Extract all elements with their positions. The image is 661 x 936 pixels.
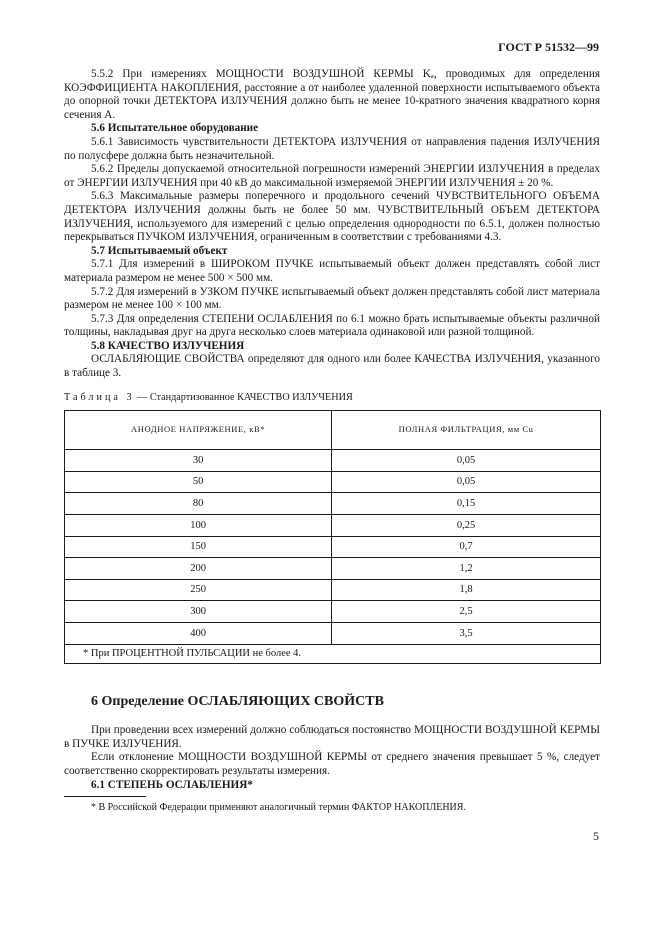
cell-total-filtration: 0,05 (332, 450, 601, 472)
cell-anode-voltage: 80 (65, 493, 332, 515)
footnote-divider (64, 796, 146, 797)
cell-anode-voltage: 100 (65, 515, 332, 537)
table-row (65, 471, 601, 493)
cell-total-filtration: 0,25 (332, 515, 601, 537)
cell-total-filtration: 0,7 (332, 536, 601, 558)
cell-anode-voltage: 150 (65, 536, 332, 558)
cell-total-filtration: 2,5 (332, 601, 601, 623)
footnote: * В Российской Федерации применяют аналогичный термин ФАКТОР НАКОПЛЕНИЯ. (91, 802, 466, 814)
cell-total-filtration: 1,8 (332, 579, 601, 601)
table-caption-prefix: Таблица 3 (64, 391, 135, 403)
page-content (64, 68, 600, 815)
section-heading-5-7: 5.7 Испытываемый объект (91, 244, 228, 257)
paragraph-5-5-2: 5.5.2 При измерениях МОЩНОСТИ ВОЗДУШНОЙ КЕРМЫ Kₐ, проводимых для определения КОЭФФИЦИЕНТА НАКОПЛЕНИЯ, расстояние a от наиболее удаленной поверхности испытываемого объекта до опорной точки ДЕТЕКТОРА ИЗЛУЧЕНИЯ должно быть не менее 10-кратного значения квадратного корня сечения A. (64, 68, 600, 121)
chapter-heading-6: 6 Определение ОСЛАБЛЯЮЩИХ СВОЙСТВ (91, 693, 384, 709)
paragraph-5-7-2: 5.7.2 Для измерений в УЗКОМ ПУЧКЕ испытываемый объект должен представлять собой лист материала размером не менее 100 × 100 мм. (64, 285, 600, 312)
table-row (65, 601, 601, 623)
section-heading-5-8: 5.8 КАЧЕСТВО ИЗЛУЧЕНИЯ (91, 339, 245, 352)
cell-total-filtration: 3,5 (332, 623, 601, 645)
cell-anode-voltage: 50 (65, 471, 332, 493)
page-number: 5 (593, 829, 599, 843)
table-header-row (65, 411, 601, 450)
table-body (65, 450, 601, 644)
cell-anode-voltage: 200 (65, 558, 332, 580)
cell-anode-voltage: 250 (65, 579, 332, 601)
cell-total-filtration: 0,05 (332, 471, 601, 493)
table-caption-text: — Стандартизованное КАЧЕСТВО ИЗЛУЧЕНИЯ (134, 391, 353, 403)
section-heading-6-1: 6.1 СТЕПЕНЬ ОСЛАБЛЕНИЯ* (91, 778, 253, 791)
table-row (65, 536, 601, 558)
paragraph-5-7-3: 5.7.3 Для определения СТЕПЕНИ ОСЛАБЛЕНИЯ по 6.1 можно брать испытываемые объекты различной толщины, накладывая друг на друга несколько слоев материала одинаковой или разной толщиной. (64, 312, 600, 339)
column-header-total-filtration: ПОЛНАЯ ФИЛЬТРАЦИЯ, мм Cu (332, 411, 601, 450)
paragraph-6-intro-2: Если отклонение МОЩНОСТИ ВОЗДУШНОЙ КЕРМЫ от среднего значения превышает 5 %, следует соответственно скорректировать результаты измерения. (64, 751, 600, 777)
column-header-anode-voltage: АНОДНОЕ НАПРЯЖЕНИЕ, кВ* (65, 411, 332, 450)
table-row (65, 623, 601, 645)
cell-anode-voltage: 30 (65, 450, 332, 472)
cell-anode-voltage: 400 (65, 623, 332, 645)
table-note-row (65, 644, 601, 663)
table-caption (64, 391, 600, 405)
table-row (65, 493, 601, 515)
cell-total-filtration: 0,15 (332, 493, 601, 515)
document-header: ГОСТ Р 51532—99 (498, 40, 599, 54)
cell-anode-voltage: 300 (65, 601, 332, 623)
paragraph-5-6-3: 5.6.3 Максимальные размеры поперечного и продольного сечений ЧУВСТВИТЕЛЬНОГО ОБЪЕМА ДЕТЕКТОРА ИЗЛУЧЕНИЯ должны быть не более 50 мм. ЧУВСТВИТЕЛЬНЫЙ ОБЪЕМ ДЕТЕКТОРА ИЗЛУЧЕНИЯ, используемого для измерений с целью определения однородности по 6.5.1, должен полностью перекрываться ПУЧКОМ ИЗЛУЧЕНИЯ, ограниченным в соответствии с требованиями 4.3. (64, 190, 600, 244)
table-row (65, 515, 601, 537)
paragraph-6-intro-1: При проведении всех измерений должно соблюдаться постоянство МОЩНОСТИ ВОЗДУШНОЙ КЕРМЫ в ПУЧКЕ ИЗЛУЧЕНИЯ. (64, 724, 600, 750)
table-note: * При ПРОЦЕНТНОЙ ПУЛЬСАЦИИ не более 4. (65, 644, 601, 663)
table-row (65, 450, 601, 472)
section-heading-5-6: 5.6 Испытательное оборудование (91, 122, 259, 135)
radiation-quality-table (64, 410, 601, 663)
cell-total-filtration: 1,2 (332, 558, 601, 580)
paragraph-5-7-1: 5.7.1 Для измерений в ШИРОКОМ ПУЧКЕ испытываемый объект должен представлять собой лист материала размером не менее 500 × 500 мм. (64, 258, 600, 284)
table-row (65, 558, 601, 580)
paragraph-5-6-2: 5.6.2 Пределы допускаемой относительной погрешности измерений ЭНЕРГИИ ИЗЛУЧЕНИЯ в пределах от ЭНЕРГИИ ИЗЛУЧЕНИЯ при 40 кВ до максимальной измеряемой ЭНЕРГИИ ИЗЛУЧЕНИЯ ± 20 %. (64, 163, 600, 189)
paragraph-5-6-1: 5.6.1 Зависимость чувствительности ДЕТЕКТОРА ИЗЛУЧЕНИЯ от направления падения ИЗЛУЧЕНИЯ по полусфере должна быть незначительной. (64, 135, 600, 162)
paragraph-5-8: ОСЛАБЛЯЮЩИЕ СВОЙСТВА определяют для одного или более КАЧЕСТВА ИЗЛУЧЕНИЯ, указанного в таблице 3. (64, 353, 600, 380)
table-row (65, 579, 601, 601)
